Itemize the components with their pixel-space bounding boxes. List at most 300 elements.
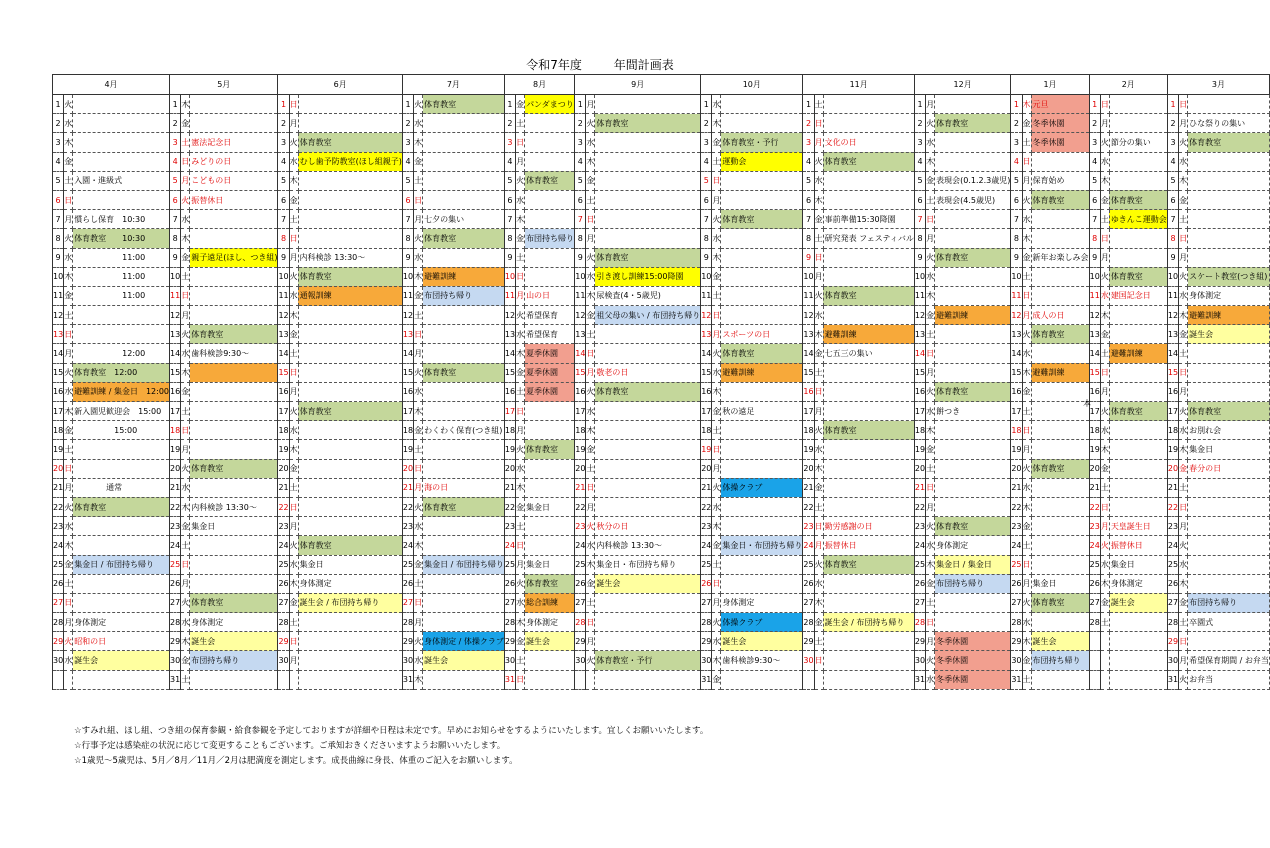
day-number: 17 [914, 402, 925, 421]
weekday: 火 [926, 114, 935, 133]
weekday: 土 [516, 382, 525, 401]
weekday: 火 [926, 651, 935, 670]
day-number: 21 [575, 478, 586, 497]
weekday: 日 [926, 478, 935, 497]
day-number: 26 [278, 574, 289, 593]
event-cell [595, 593, 701, 612]
month-header: 10月 [701, 75, 803, 95]
weekday: 木 [1022, 95, 1031, 114]
day-number: 9 [914, 248, 925, 267]
day-number: 5 [1011, 171, 1022, 190]
day-number: 10 [1089, 267, 1100, 286]
day-number: 9 [278, 248, 289, 267]
event-cell [823, 306, 914, 325]
event-cell [1031, 555, 1089, 574]
event-cell [1188, 248, 1270, 267]
event-cell [190, 95, 278, 114]
event-cell [1188, 171, 1270, 190]
event-cell: 11:00 [73, 267, 170, 286]
day-number: 15 [53, 363, 64, 382]
event-cell [190, 421, 278, 440]
day-number: 23 [803, 517, 814, 536]
weekday: 月 [926, 229, 935, 248]
day-number: 13 [504, 325, 515, 344]
weekday: 日 [1022, 286, 1031, 305]
day-number: 1 [1167, 95, 1178, 114]
event-cell [423, 344, 505, 363]
weekday: 土 [181, 267, 190, 286]
event-cell: 身体測定 [935, 536, 1011, 555]
event-cell [423, 402, 505, 421]
day-number: 13 [53, 325, 64, 344]
weekday: 月 [289, 114, 298, 133]
event-cell [1109, 325, 1167, 344]
day-number: 9 [575, 248, 586, 267]
event-cell [823, 632, 914, 651]
weekday: 土 [1022, 267, 1031, 286]
day-number: 3 [170, 133, 181, 152]
weekday: 日 [289, 95, 298, 114]
event-cell [1031, 536, 1089, 555]
table-row [53, 536, 1270, 555]
day-number: 15 [402, 363, 413, 382]
event-cell [935, 344, 1011, 363]
day-number: 21 [504, 478, 515, 497]
event-cell [298, 171, 402, 190]
table-row [53, 440, 1270, 459]
weekday: 水 [586, 133, 595, 152]
weekday: 水 [1179, 555, 1188, 574]
day-number: 8 [1167, 229, 1178, 248]
day-number: 23 [1089, 517, 1100, 536]
day-number: 26 [914, 574, 925, 593]
weekday: 水 [1022, 478, 1031, 497]
weekday: 木 [1100, 171, 1109, 190]
day-number: 15 [278, 363, 289, 382]
weekday: 土 [1100, 344, 1109, 363]
table-row [53, 95, 1270, 114]
event-cell: 文化の日 [823, 133, 914, 152]
note-3: ☆1歳児～5歳児は、5月／8月／11月／2月は肥満度を測定します。成長曲線に身長、体重のご記入をお願いします。 [74, 756, 518, 766]
event-cell [298, 363, 402, 382]
event-cell: 誕生会 [1109, 593, 1167, 612]
weekday: 金 [926, 306, 935, 325]
weekday: 火 [712, 210, 721, 229]
weekday: 土 [814, 363, 823, 382]
weekday: 水 [712, 497, 721, 516]
weekday: 土 [926, 459, 935, 478]
table-row [53, 497, 1270, 516]
event-cell: 保育始め [1031, 171, 1089, 190]
weekday: 土 [1022, 133, 1031, 152]
event-cell: 体育教室 [823, 421, 914, 440]
weekday: 火 [414, 497, 423, 516]
event-cell [935, 459, 1011, 478]
day-number: 6 [170, 190, 181, 209]
event-cell [423, 325, 505, 344]
weekday: 水 [926, 133, 935, 152]
month-header: 9月 [575, 75, 701, 95]
event-cell [721, 248, 803, 267]
weekday: 水 [414, 382, 423, 401]
day-number: 12 [803, 306, 814, 325]
day-number: 28 [575, 613, 586, 632]
event-cell [298, 459, 402, 478]
event-cell [721, 171, 803, 190]
event-cell [525, 670, 575, 689]
weekday: 木 [926, 421, 935, 440]
event-cell [823, 478, 914, 497]
day-number: 25 [1089, 555, 1100, 574]
month-header: 3月 [1167, 75, 1269, 95]
day-number: 30 [504, 651, 515, 670]
weekday: 金 [1100, 459, 1109, 478]
weekday: 土 [516, 114, 525, 133]
day-number: 28 [1011, 613, 1022, 632]
event-cell [423, 574, 505, 593]
weekday [1100, 670, 1109, 689]
weekday: 金 [414, 421, 423, 440]
event-cell: 集金日・布団持ち帰り [721, 536, 803, 555]
event-cell [935, 267, 1011, 286]
event-cell [423, 190, 505, 209]
month-header: 6月 [278, 75, 402, 95]
day-number: 2 [914, 114, 925, 133]
table-row [53, 421, 1270, 440]
event-cell [190, 114, 278, 133]
weekday: 木 [1179, 440, 1188, 459]
event-cell: 誕生会 [190, 632, 278, 651]
day-number: 2 [278, 114, 289, 133]
event-cell: 避難訓練 [1109, 344, 1167, 363]
day-number: 10 [914, 267, 925, 286]
day-number: 30 [278, 651, 289, 670]
day-number: 4 [402, 152, 413, 171]
weekday: 火 [1022, 459, 1031, 478]
table-row [53, 229, 1270, 248]
weekday: 月 [926, 95, 935, 114]
event-cell: 避難訓練 [1188, 306, 1270, 325]
day-number: 1 [575, 95, 586, 114]
event-cell [73, 517, 170, 536]
day-number: 3 [1167, 133, 1178, 152]
event-cell [1188, 210, 1270, 229]
weekday: 木 [1022, 632, 1031, 651]
event-cell: 避難訓練 [423, 267, 505, 286]
event-cell: 布団持ち帰り [423, 286, 505, 305]
day-number: 10 [278, 267, 289, 286]
month-header: 8月 [504, 75, 574, 95]
day-number: 18 [1011, 421, 1022, 440]
day-number: 2 [1167, 114, 1178, 133]
event-cell: 歯科検診9:30～ [721, 651, 803, 670]
event-cell [73, 190, 170, 209]
event-cell [595, 190, 701, 209]
weekday: 金 [414, 152, 423, 171]
weekday: 木 [712, 651, 721, 670]
event-cell [935, 152, 1011, 171]
weekday: 日 [712, 171, 721, 190]
day-number: 9 [1089, 248, 1100, 267]
event-cell [73, 459, 170, 478]
weekday: 水 [414, 517, 423, 536]
day-number [803, 670, 814, 689]
weekday: 土 [1179, 613, 1188, 632]
event-cell [73, 536, 170, 555]
event-cell [525, 402, 575, 421]
event-cell [823, 593, 914, 612]
weekday: 火 [586, 382, 595, 401]
weekday: 金 [712, 133, 721, 152]
event-cell [595, 133, 701, 152]
day-number: 9 [701, 248, 712, 267]
event-cell [1109, 421, 1167, 440]
event-cell: 入園・進級式 [73, 171, 170, 190]
weekday: 火 [64, 363, 73, 382]
day-number: 22 [278, 497, 289, 516]
day-number: 5 [278, 171, 289, 190]
event-cell [595, 171, 701, 190]
weekday: 月 [1179, 517, 1188, 536]
day-number: 11 [170, 286, 181, 305]
weekday: 金 [289, 325, 298, 344]
weekday: 日 [414, 325, 423, 344]
event-cell [423, 248, 505, 267]
event-cell [935, 210, 1011, 229]
weekday: 木 [1179, 171, 1188, 190]
weekday: 火 [64, 497, 73, 516]
weekday: 日 [1100, 229, 1109, 248]
weekday: 木 [814, 459, 823, 478]
weekday: 土 [181, 670, 190, 689]
event-cell: 卒園式 [1188, 613, 1270, 632]
day-number: 10 [1167, 267, 1178, 286]
day-number: 8 [1089, 229, 1100, 248]
day-number: 4 [701, 152, 712, 171]
weekday: 月 [1179, 248, 1188, 267]
weekday: 日 [586, 344, 595, 363]
day-number: 25 [803, 555, 814, 574]
event-cell: 体育教室 [1031, 325, 1089, 344]
event-cell [190, 670, 278, 689]
weekday: 日 [586, 210, 595, 229]
day-number: 23 [402, 517, 413, 536]
event-cell: スケート教室(つき組) [1188, 267, 1270, 286]
day-number: 4 [278, 152, 289, 171]
weekday: 金 [516, 229, 525, 248]
event-cell [595, 478, 701, 497]
weekday: 月 [289, 651, 298, 670]
day-number: 15 [1089, 363, 1100, 382]
event-cell: 集金日 [525, 555, 575, 574]
day-number: 21 [402, 478, 413, 497]
event-cell: 体育教室 [423, 363, 505, 382]
event-cell [190, 229, 278, 248]
event-cell [1188, 382, 1270, 401]
weekday: 火 [289, 133, 298, 152]
event-cell [1031, 286, 1089, 305]
table-row [53, 306, 1270, 325]
fiscal-year: 令和7年度 [526, 58, 582, 72]
weekday: 木 [64, 402, 73, 421]
weekday: 水 [289, 286, 298, 305]
weekday: 火 [926, 382, 935, 401]
day-number: 27 [803, 593, 814, 612]
day-number: 3 [402, 133, 413, 152]
day-number: 13 [701, 325, 712, 344]
event-cell: 体育教室 [1031, 459, 1089, 478]
day-number: 17 [53, 402, 64, 421]
event-cell: 敬老の日 [595, 363, 701, 382]
weekday: 土 [414, 306, 423, 325]
day-number: 22 [53, 497, 64, 516]
weekday: 火 [1022, 593, 1031, 612]
day-number: 12 [914, 306, 925, 325]
event-cell: パンダまつり [525, 95, 575, 114]
day-number [278, 670, 289, 689]
day-number: 27 [914, 593, 925, 612]
table-row [53, 152, 1270, 171]
weekday: 金 [1022, 517, 1031, 536]
weekday: 土 [586, 459, 595, 478]
weekday: 日 [181, 152, 190, 171]
day-number: 16 [53, 382, 64, 401]
event-cell [823, 171, 914, 190]
weekday: 月 [814, 133, 823, 152]
event-cell: 希望保育 [525, 306, 575, 325]
event-cell [1188, 344, 1270, 363]
weekday: 火 [1179, 536, 1188, 555]
weekday: 日 [814, 651, 823, 670]
event-cell: 体育教室 [935, 517, 1011, 536]
table-row [53, 344, 1270, 363]
event-cell: 集金日 [525, 497, 575, 516]
day-number: 17 [1167, 402, 1178, 421]
day-number: 20 [701, 459, 712, 478]
weekday: 日 [926, 210, 935, 229]
event-cell [73, 593, 170, 612]
weekday: 土 [814, 632, 823, 651]
day-number: 11 [1089, 286, 1100, 305]
day-number: 19 [53, 440, 64, 459]
event-cell: 節分の集い [1109, 133, 1167, 152]
day-number: 3 [701, 133, 712, 152]
day-number: 9 [402, 248, 413, 267]
event-cell [298, 497, 402, 516]
event-cell [298, 114, 402, 133]
weekday: 水 [1022, 613, 1031, 632]
day-number: 28 [278, 613, 289, 632]
event-cell: ゆきんこ運動会 [1109, 210, 1167, 229]
event-cell [73, 325, 170, 344]
weekday [64, 670, 73, 689]
day-number: 23 [1011, 517, 1022, 536]
day-number: 1 [1089, 95, 1100, 114]
weekday: 木 [814, 325, 823, 344]
day-number: 3 [575, 133, 586, 152]
day-number: 2 [803, 114, 814, 133]
event-cell [1109, 670, 1167, 689]
day-number: 26 [1089, 574, 1100, 593]
weekday: 金 [181, 517, 190, 536]
event-cell: 山の日 [525, 286, 575, 305]
day-number: 22 [402, 497, 413, 516]
day-number: 27 [170, 593, 181, 612]
weekday: 金 [516, 95, 525, 114]
day-number: 15 [914, 363, 925, 382]
day-number: 25 [575, 555, 586, 574]
event-cell [721, 497, 803, 516]
weekday: 火 [64, 95, 73, 114]
table-row [53, 632, 1270, 651]
weekday: 木 [181, 363, 190, 382]
day-number: 17 [278, 402, 289, 421]
event-cell [1031, 267, 1089, 286]
weekday: 金 [814, 210, 823, 229]
event-cell [423, 459, 505, 478]
day-number: 28 [170, 613, 181, 632]
day-number: 16 [701, 382, 712, 401]
weekday: 日 [289, 632, 298, 651]
weekday: 土 [1022, 402, 1031, 421]
weekday: 火 [289, 536, 298, 555]
day-number: 22 [170, 497, 181, 516]
day-number: 20 [1089, 459, 1100, 478]
day-number: 26 [402, 574, 413, 593]
event-cell [1109, 651, 1167, 670]
event-cell [1031, 152, 1089, 171]
day-number: 20 [170, 459, 181, 478]
event-cell [1031, 517, 1089, 536]
weekday: 月 [1100, 517, 1109, 536]
day-number: 22 [504, 497, 515, 516]
event-cell [721, 670, 803, 689]
event-cell [595, 440, 701, 459]
weekday: 日 [1179, 95, 1188, 114]
day-number: 29 [914, 632, 925, 651]
weekday: 土 [1100, 210, 1109, 229]
day-number: 15 [504, 363, 515, 382]
event-cell [73, 306, 170, 325]
day-number: 14 [170, 344, 181, 363]
event-cell [1109, 95, 1167, 114]
weekday: 日 [814, 382, 823, 401]
day-number: 22 [1167, 497, 1178, 516]
day-number: 25 [914, 555, 925, 574]
weekday: 木 [1100, 306, 1109, 325]
event-cell [190, 210, 278, 229]
table-row [53, 286, 1270, 305]
event-cell: 集金日・布団持ち帰り [595, 555, 701, 574]
event-cell: 体育教室 [525, 574, 575, 593]
weekday: 水 [516, 190, 525, 209]
day-number: 24 [914, 536, 925, 555]
weekday: 土 [1179, 478, 1188, 497]
weekday: 火 [586, 651, 595, 670]
weekday: 日 [516, 536, 525, 555]
weekday: 木 [516, 613, 525, 632]
month-header: 5月 [170, 75, 278, 95]
day-number [1089, 651, 1100, 670]
weekday: 火 [586, 114, 595, 133]
day-number: 10 [504, 267, 515, 286]
weekday: 日 [516, 267, 525, 286]
weekday: 月 [414, 210, 423, 229]
day-number: 2 [1011, 114, 1022, 133]
day-number: 7 [914, 210, 925, 229]
event-cell: 体操クラブ [721, 613, 803, 632]
weekday: 月 [1022, 574, 1031, 593]
